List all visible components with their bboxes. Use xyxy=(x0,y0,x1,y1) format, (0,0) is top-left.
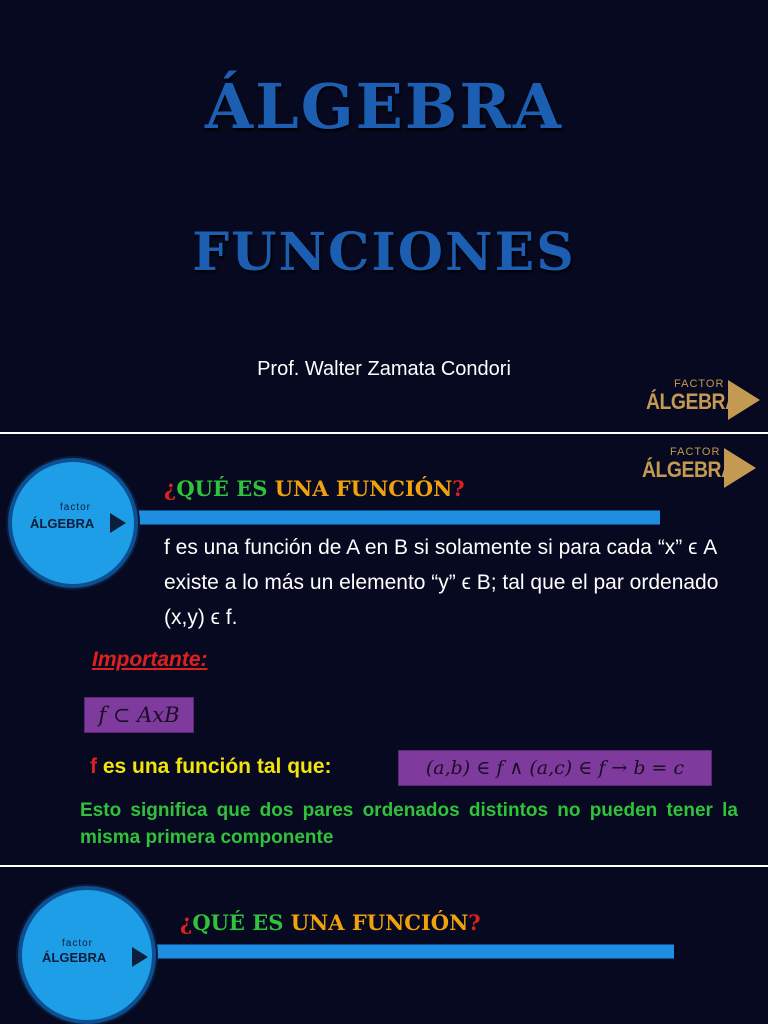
function-f: f xyxy=(90,755,97,778)
section-heading xyxy=(164,476,465,501)
circle-logo-main-text: ÁLGEBRA xyxy=(30,516,95,531)
logo-main-text: ÁLGEBRA xyxy=(646,389,739,414)
header-bar xyxy=(128,510,660,525)
title-slide xyxy=(0,0,768,432)
slide-subtitle: FUNCIONES xyxy=(192,222,576,283)
play-arrow-icon xyxy=(728,380,760,420)
definition-text: f es una función de A en B si solamente si para cada “x” ϵ A existe a lo más un elemento “y” ϵ B; tal que el par ordenado (x,y) ϵ f. xyxy=(164,536,719,629)
factor-algebra-logo xyxy=(642,446,760,492)
arrow-right-icon xyxy=(132,947,148,967)
circle-logo xyxy=(18,886,156,1024)
logo-small-text: FACTOR xyxy=(674,378,725,390)
heading-close-mark: ? xyxy=(468,910,481,935)
heading-close-mark: ? xyxy=(452,476,465,501)
heading-part2: UNA FUNCIÓN xyxy=(274,476,453,501)
heading-part1: QUÉ ES xyxy=(176,476,275,501)
important-label: Importante: xyxy=(92,648,208,671)
function-condition-text xyxy=(90,755,332,779)
slide-title: ÁLGEBRA xyxy=(205,70,563,143)
circle-logo-main-text: ÁLGEBRA xyxy=(42,950,107,965)
logo-main-text: ÁLGEBRA xyxy=(642,457,735,482)
arrow-right-icon xyxy=(110,513,126,533)
circle-logo-small-text: factor xyxy=(60,502,92,513)
logo-small-text: FACTOR xyxy=(670,446,721,458)
meaning-text: Esto significa que dos pares ordenados distintos no pueden tener la misma primera componente xyxy=(80,800,738,848)
function-condition-rest: es una función tal que: xyxy=(97,755,332,778)
section-heading xyxy=(180,910,481,935)
header-bar xyxy=(146,944,674,959)
heading-open-mark: ¿ xyxy=(180,910,193,935)
heading-open-mark: ¿ xyxy=(164,476,177,501)
function-formula: (a,b) ∈ f ∧ (a,c) ∈ f → b = c xyxy=(398,750,712,786)
factor-algebra-logo xyxy=(646,378,764,424)
heading-part2: UNA FUNCIÓN xyxy=(290,910,469,935)
circle-logo xyxy=(8,458,138,588)
play-arrow-icon xyxy=(724,448,756,488)
author-name: Prof. Walter Zamata Condori xyxy=(257,358,511,380)
subset-formula: f ⊂ AxB xyxy=(84,697,194,733)
heading-part1: QUÉ ES xyxy=(192,910,291,935)
circle-logo-small-text: factor xyxy=(62,938,94,949)
